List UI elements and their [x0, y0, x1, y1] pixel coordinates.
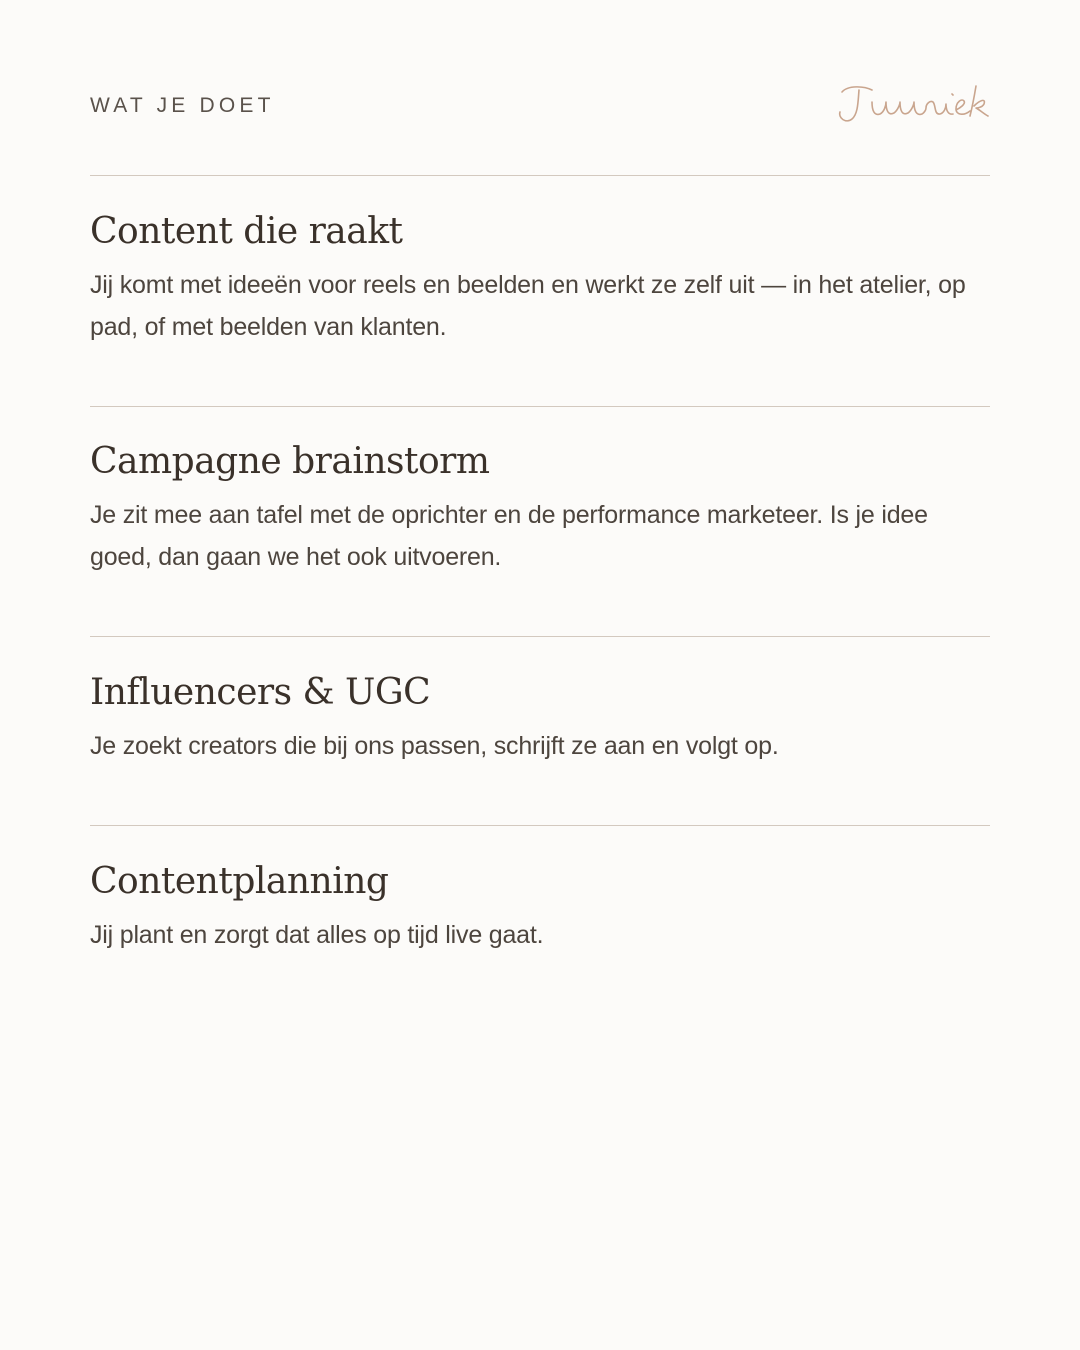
- list-item: [90, 440, 990, 578]
- list-item: [90, 860, 990, 956]
- divider: [90, 406, 990, 407]
- divider: [90, 636, 990, 637]
- list-item: [90, 210, 990, 348]
- divider: [90, 175, 990, 176]
- item-title: Influencers & UGC: [90, 672, 431, 713]
- item-title: Contentplanning: [90, 861, 389, 902]
- brand-logo: [836, 80, 990, 132]
- item-title: Campagne brainstorm: [90, 441, 490, 482]
- item-description: Je zoekt creators die bij ons passen, schrijft ze aan en volgt op.: [90, 732, 779, 760]
- item-description: Je zit mee aan tafel met de oprichter en de performance marketeer. Is je idee goed, dan gaan we het ook uitvoeren.: [90, 501, 928, 571]
- item-description: Jij plant en zorgt dat alles op tijd live gaat.: [90, 921, 544, 949]
- page-header: [90, 80, 990, 132]
- list-item: [90, 671, 990, 767]
- section-label: WAT JE DOET: [90, 94, 275, 117]
- item-description: Jij komt met ideeën voor reels en beelden en werkt ze zelf uit — in het atelier, op pad, of met beelden van klanten.: [90, 271, 966, 341]
- divider: [90, 825, 990, 826]
- item-title: Content die raakt: [90, 211, 403, 252]
